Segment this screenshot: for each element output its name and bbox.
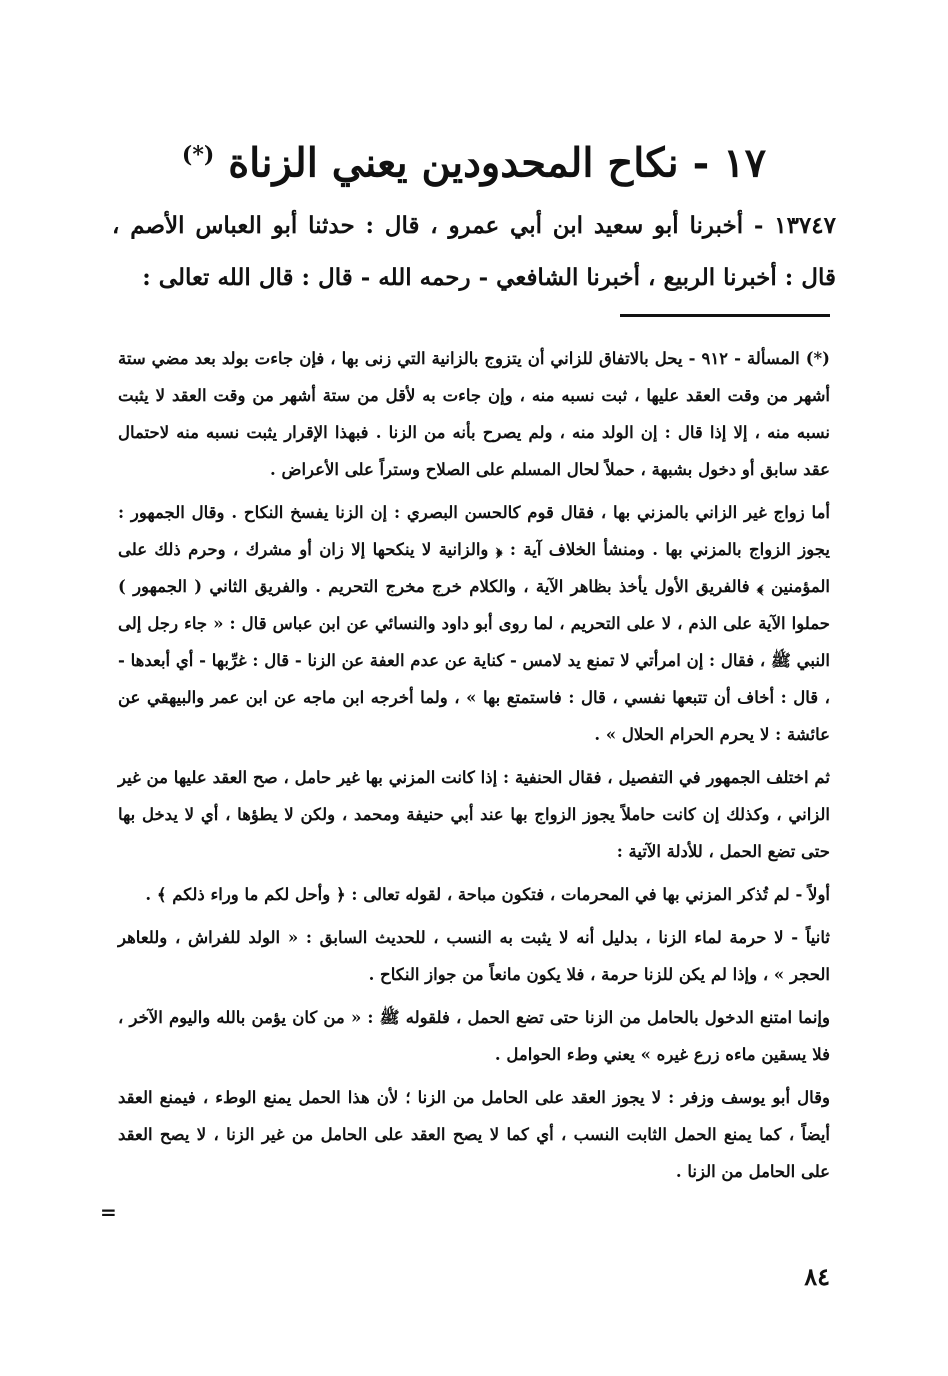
footnote-reference: (*) <box>181 142 215 168</box>
footnote-paragraph: وقال أبو يوسف وزفر : لا يجوز العقد على الحامل من الزنا ؛ لأن هذا الحمل يمنع الوطء ، فيمنع العقد أيضاً ، كما يمنع الحمل الثابت النسب ، أي كما لا يصح العقد على الحامل من غير الزنا ، لا يصح العقد على الحامل من الزنا . <box>118 1088 830 1181</box>
footnote-paragraph: (*) المسألة - ٩١٢ - يحل بالاتفاق للزاني أن يتزوج بالزانية التي زنى بها ، فإن جاءت بولد بعد مضي ستة أشهر من وقت العقد عليها ، ثبت نسبه منه ، وإن جاءت به لأقل من ستة أشهر من وقت العقد لا يثبت نسبه منه ، إلا إذا قال : إن الولد منه ، ولم يصرح بأنه من الزنا . فبهذا الإقرار يثبت نسبه منه لاحتمال عقد سابق أو دخول بشبهة ، حملاً لحال المسلم على الصلاح وستراً على الأعراض . <box>118 349 830 479</box>
chapter-title: ١٧ - نكاح المحدودين يعني الزناة <box>228 139 767 187</box>
footnote-paragraph: ثانياً - لا حرمة لماء الزنا ، بدليل أنه لا يثبت به النسب ، للحديث السابق : « الولد للفراش ، وللعاهر الحجر » ، وإذا لم يكن للزنا حرمة ، فلا يكون مانعاً من جواز النكاح . <box>118 928 830 984</box>
footnote-paragraph: ثم اختلف الجمهور في التفصيل ، فقال الحنفية : إذا كانت المزني بها غير حامل ، صح العقد عليها من غير الزاني ، وكذلك إن كانت حاملاً يجوز الزواج بها عند أبي حنيفة ومحمد ، ولكن لا يطؤها ، أي لا يدخل بها حتى تضع الحمل ، للأدلة الآتية : <box>118 768 830 861</box>
hadith-text: ١٣٧٤٧ - أخبرنا أبو سعيد ابن أبي عمرو ، قال : حدثنا أبو العباس الأصم ، قال : أخبرنا الربيع ، أخبرنا الشافعي - رحمه الله - قال : قال الله تعالى : <box>112 212 836 291</box>
footnote-paragraph: أولاً - لم تُذكر المزني بها في المحرمات ، فتكون مباحة ، لقوله تعالى : ﴿ وأحل لكم ما وراء ذلكم ﴾ . <box>145 885 830 904</box>
chapter-heading <box>100 125 848 193</box>
footnote-section <box>118 340 830 1196</box>
footnote-continuation-mark: = <box>100 1200 117 1224</box>
footnote-paragraph: أما زواج غير الزاني بالمزني بها ، فقال قوم كالحسن البصري : إن الزنا يفسخ النكاح . وقال الجمهور : يجوز الزواج بالمزني بها . ومنشأ الخلاف آية : ﴿ والزانية لا ينكحها إلا زان أو مشرك ، وحرم ذلك على المؤمنين ﴾ فالفريق الأول يأخذ بظاهر الآية ، والكلام خرج مخرج التحريم . والفريق الثاني ( الجمهور ) حملوا الآية على الذم ، لا على التحريم ، لما روى أبو داود والنسائي عن ابن عباس قال : « جاء رجل إلى النبي ﷺ ، فقال : إن امرأتي لا تمنع يد لامس - كناية عن عدم العفة عن الزنا - قال : غرِّبها - أي أبعدها - ، قال : أخاف أن تتبعها نفسي ، قال : فاستمتع بها » ، ولما أخرجه ابن ماجه عن ابن عمر والبيهقي عن عائشة : لا يحرم الحرام الحلال » . <box>118 503 830 744</box>
footnote-paragraph: وإنما امتنع الدخول بالحامل من الزنا حتى تضع الحمل ، فلقوله ﷺ : « من كان يؤمن بالله واليوم الآخر ، فلا يسقين ماءه زرع غيره » يعني وطء الحوامل . <box>118 1008 830 1064</box>
footnote-divider <box>620 314 830 317</box>
page-number: ٨٤ <box>804 1262 830 1291</box>
